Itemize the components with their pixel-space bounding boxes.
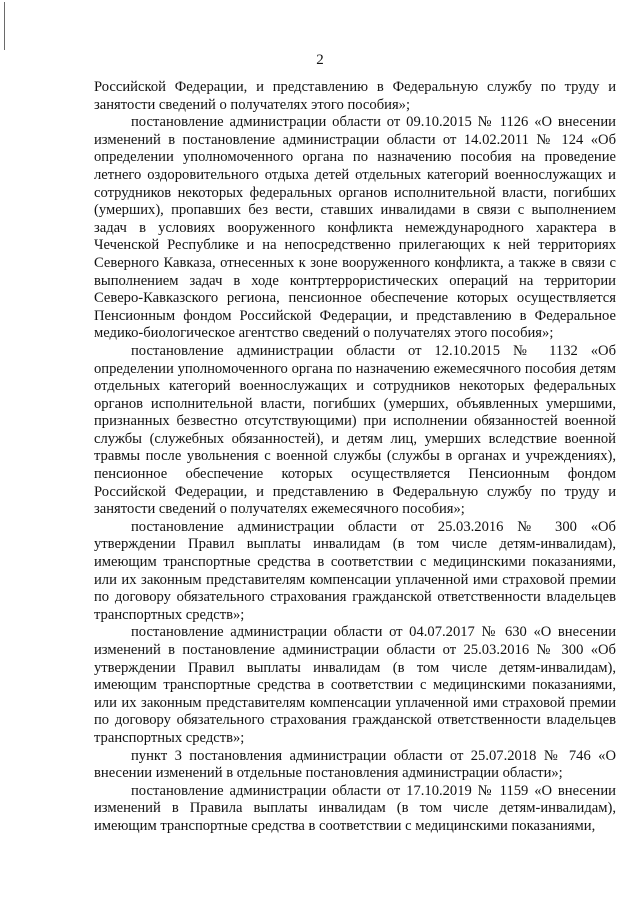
paragraph-resolution-300: постановление администрации области от 25.03.2016 № 300 «Об утверждении Правил выплаты инвалидам (в том числе детям-инвалидам), имеющим транспортные средства в соответствии с медицинскими показаниями, или их законным представителям компенсации уплаченной ими страховой премии по договору обязательного страхования гражданской ответственности владельцев транспортных средств»;: [94, 518, 616, 623]
page-number: 2: [316, 52, 324, 68]
document-body: [94, 79, 616, 836]
scan-margin-mark: [4, 2, 5, 50]
paragraph-resolution-1132: постановление администрации области от 12.10.2015 № 1132 «Об определении уполномоченного органа по назначению ежемесячного пособия детям отдельных категорий военнослужащих и сотрудников некоторых федеральных органов исполнительной власти, погибших (умерших, объявленных умершими, признанных безвестно отсутствующими) при исполнении обязанностей военной службы (служебных обязанностей), и детям лиц, умерших вследствие военной травмы после увольнения с военной службы (службы в органах и учреждениях), пенсионное обеспечение которых осуществляется Пенсионным фондом Российской Федерации, и представлению в Федеральную службу по труду и занятости сведений о получателях ежемесячного пособия»;: [94, 342, 616, 518]
paragraph-resolution-1126: постановление администрации области от 09.10.2015 № 1126 «О внесении изменений в постановление администрации области от 14.02.2011 № 124 «Об определении уполномоченного органа по назначению пособия на проведение летнего оздоровительного отдыха детей отдельных категорий военнослужащих и сотрудников некоторых федеральных органов исполнительной власти, погибших (умерших), пропавших без вести, ставших инвалидами в связи с выполнением задач в условиях вооруженного конфликта немеждународного характера в Чеченской Республике и на непосредственно прилегающих к ней территориях Северного Кавказа, отнесенных к зоне вооруженного конфликта, а также в связи с выполнением задач в ходе контртеррористических операций на территории Северо-Кавказского региона, пенсионное обеспечение которых осуществляется Пенсионным фондом Российской Федерации, и представлению в Федеральное медико-биологическое агентство сведений о получателях этого пособия»;: [94, 114, 616, 342]
paragraph-resolution-746: пункт 3 постановления администрации области от 25.07.2018 № 746 «О внесении изменений в отдельные постановления администрации области»;: [94, 747, 616, 782]
paragraph-resolution-1159: постановление администрации области от 17.10.2019 № 1159 «О внесении изменений в Правила выплаты инвалидам (в том числе детям-инвалидам), имеющим транспортные средства в соответствии с медицинскими показаниями,: [94, 782, 616, 834]
paragraph-continuation: Российской Федерации, и представлению в Федеральную службу по труду и занятости сведений о получателях этого пособия»;: [94, 79, 616, 113]
paragraph-resolution-630: постановление администрации области от 04.07.2017 № 630 «О внесении изменений в постановление администрации области от 25.03.2016 № 300 «Об утверждении Правил выплаты инвалидам (в том числе детям-инвалидам), имеющим транспортные средства в соответствии с медицинскими показаниями, или их законным представителям компенсации уплаченной ими страховой премии по договору обязательного страхования гражданской ответственности владельцев транспортных средств»;: [94, 624, 616, 746]
